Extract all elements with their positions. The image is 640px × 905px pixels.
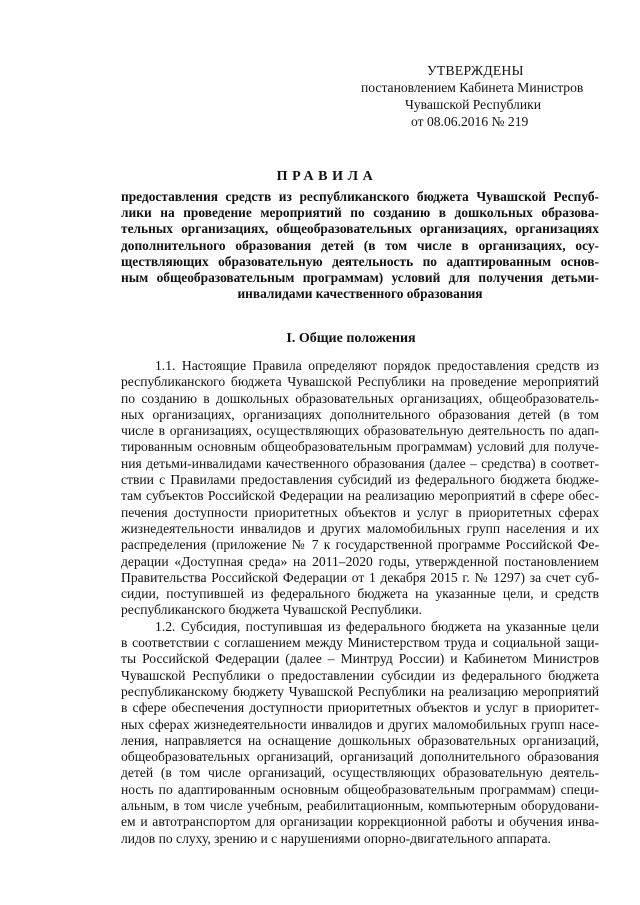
subtitle-line: лики на проведение мероприятий по созданию в дошкольных образова-	[121, 205, 599, 221]
text-line: ления, направляется на оснащение дошкольных образовательных организаций,	[121, 732, 599, 748]
text-line: альным, в том числе учебным, реабилитационным, компьютерным оборудовани-	[121, 798, 599, 814]
approval-line: постановлением Кабинета Министров	[361, 80, 584, 95]
text-line: распределения (приложение № 7 к государственной программе Российской Фе-	[121, 537, 599, 553]
text-line: ствии с Правилами предоставления субсидий из федерального бюджета бюдже-	[121, 472, 599, 488]
text-line: ния детьми-инвалидами качественного образования (далее – средства) в соответ-	[121, 455, 599, 471]
subtitle-line: дополнительного образования детей (в том числе в организациях, осу-	[121, 237, 599, 253]
subtitle-line: тельных организациях, общеобразовательных организациях, организациях	[121, 221, 599, 237]
text-line: лидов по слуху, зрению и с нарушениями опорно-двигательного аппарата.	[121, 830, 551, 846]
text-line: Чувашской Республики о предоставлении субсидии из федерального бюджета	[121, 667, 599, 683]
text-line: в соответствии с соглашением между Министерством труда и социальной защи-	[121, 635, 599, 651]
subtitle-line: ществляющих образовательную деятельность по адаптированным основ-	[121, 253, 599, 269]
approval-block	[355, 62, 605, 130]
text-line: тированным основным общеобразовательным программам) условий для получе-	[121, 439, 599, 455]
text-line: в сфере обеспечения доступности приоритетных объектов и услуг в приоритет-	[121, 700, 599, 716]
text-line: республиканскому бюджету Чувашской Республики на реализацию мероприятий	[121, 683, 599, 699]
approval-line: УТВЕРЖДЕНЫ	[427, 63, 524, 78]
approval-line: от 08.06.2016 № 219	[411, 114, 529, 129]
text-line: ных сферах жизнедеятельности инвалидов и других маломобильных групп насе-	[121, 716, 599, 732]
subtitle-line: ным общеобразовательным программам) условий для получения детьми-	[121, 270, 599, 286]
text-line: сидии, поступившей из федерального бюджета на указанные цели, и средств	[121, 586, 599, 602]
section-heading: I. Общие положения	[286, 331, 416, 346]
text-line: печения доступности приоритетных объектов и услуг в приоритетных сферах	[121, 504, 599, 520]
text-line: ем и автотранспортом для организации коррекционной работы и обучения инва-	[121, 814, 599, 830]
document-subtitle	[121, 189, 599, 302]
text-line: республиканского бюджета Чувашской Республики на проведение мероприятий	[121, 374, 599, 390]
subtitle-line: инвалидами качественного образования	[237, 286, 483, 302]
text-line: числе в организациях, осуществляющих образовательную деятельность по адап-	[121, 423, 599, 439]
text-line: республиканского бюджета Чувашской Республики.	[121, 602, 423, 618]
text-line: ты Российской Федерации (далее – Минтруд России) и Кабинетом Министров	[121, 651, 599, 667]
text-line: ность по адаптированным основным общеобразовательным программам) специ-	[121, 781, 599, 797]
approval-line: Чувашской Республики	[405, 97, 541, 112]
paragraph	[121, 358, 599, 619]
text-line: 1.1. Настоящие Правила определяют порядок предоставления средств из	[155, 358, 599, 373]
text-line: 1.2. Субсидия, поступившая из федерального бюджета на указанные цели	[155, 618, 599, 634]
text-line: Правительства Российской Федерации от 1 декабря 2015 г. № 1297) за счет суб-	[121, 569, 599, 585]
text-line: жизнедеятельности инвалидов и других маломобильных групп населения и их	[121, 520, 599, 536]
subtitle-line: предоставления средств из республиканского бюджета Чувашской Респуб-	[121, 189, 599, 204]
paragraph	[121, 619, 599, 847]
document-title: ПРАВИЛА	[276, 169, 378, 184]
document-body	[121, 358, 599, 847]
text-line: по созданию в дошкольных образовательных организациях, общеобразователь-	[121, 390, 599, 406]
text-line: дерации «Доступная среда» на 2011–2020 годы, утвержденной постановлением	[121, 553, 599, 569]
text-line: там субъектов Российской Федерации на реализацию мероприятий в сфере обес-	[121, 488, 599, 504]
text-line: ных организациях, организациях дополнительного образования детей (в том	[121, 406, 599, 422]
text-line: детей (в том числе организаций, осуществляющих образовательную деятель-	[121, 765, 599, 781]
text-line: общеобразовательных организаций, организаций дополнительного образования	[121, 749, 599, 765]
